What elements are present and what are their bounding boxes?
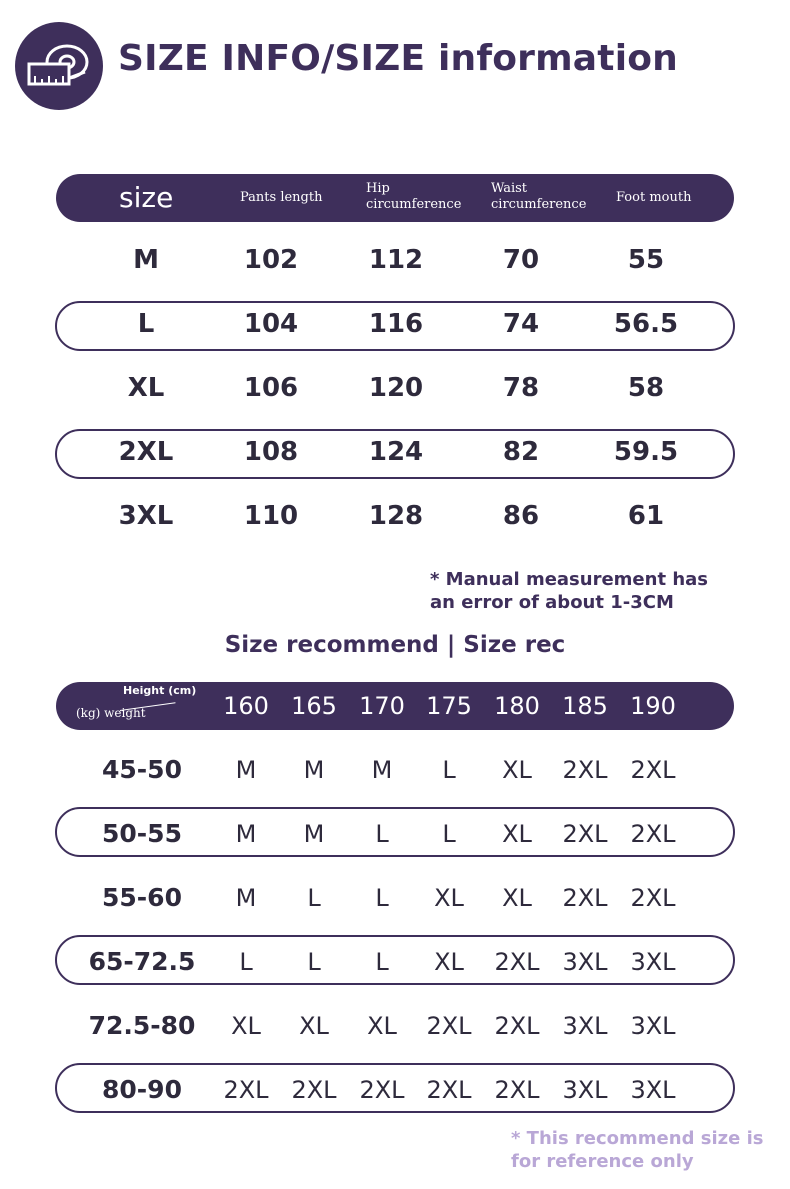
recommended-size-cell: 2XL (494, 1076, 540, 1104)
recommended-size-cell: M (235, 884, 257, 912)
recommended-size-cell: XL (502, 756, 532, 784)
recommend-title: Size recommend | Size rec (224, 632, 566, 658)
reference-note: * This recommend size is for reference only (511, 1128, 764, 1172)
recommended-size-cell: L (442, 820, 456, 848)
measurement-cell: 110 (243, 501, 299, 531)
measurement-cell: 106 (243, 373, 299, 403)
recommended-size-cell: 3XL (630, 948, 676, 976)
measurement-cell: 74 (502, 309, 540, 339)
height-column-header: 170 (359, 692, 405, 720)
recommended-size-cell: 2XL (494, 948, 540, 976)
recommended-size-cell: 2XL (630, 820, 676, 848)
height-axis-label: Height (cm) (123, 684, 197, 697)
recommended-size-cell: M (303, 820, 325, 848)
recommended-size-cell: L (375, 948, 389, 976)
recommended-size-cell: XL (434, 948, 464, 976)
recommended-size-cell: M (303, 756, 325, 784)
recommended-size-cell: XL (502, 884, 532, 912)
size-label-cell: XL (127, 373, 165, 403)
measure-column-header: Hip circumference (366, 181, 462, 212)
recommended-size-cell: L (307, 948, 321, 976)
recommended-size-cell: 2XL (562, 820, 608, 848)
measurement-cell: 108 (243, 437, 299, 467)
measurement-cell: 55 (627, 245, 665, 275)
measuring-tape-icon (25, 42, 93, 90)
measurement-cell: 128 (368, 501, 424, 531)
measurement-cell: 58 (627, 373, 665, 403)
weight-range-cell: 80-90 (102, 1075, 182, 1104)
weight-range-cell: 65-72.5 (88, 947, 196, 976)
recommended-size-cell: M (371, 756, 393, 784)
measurement-cell: 102 (243, 245, 299, 275)
recommended-size-cell: 2XL (426, 1012, 472, 1040)
size-label-cell: L (137, 309, 155, 339)
recommended-size-cell: M (235, 756, 257, 784)
height-column-header: 165 (291, 692, 337, 720)
measurement-cell: 70 (502, 245, 540, 275)
measure-column-header: Pants length (240, 190, 323, 205)
recommended-size-cell: XL (502, 820, 532, 848)
measurement-cell: 82 (502, 437, 540, 467)
page-title: SIZE INFO/SIZE information (118, 38, 679, 79)
recommended-size-cell: 2XL (562, 756, 608, 784)
recommended-size-cell: L (442, 756, 456, 784)
recommended-size-cell: 2XL (494, 1012, 540, 1040)
recommended-size-cell: L (375, 884, 389, 912)
recommended-size-cell: 3XL (562, 1076, 608, 1104)
recommended-size-cell: 2XL (562, 884, 608, 912)
recommended-size-cell: L (239, 948, 253, 976)
recommended-size-cell: M (235, 820, 257, 848)
recommended-size-cell: 3XL (562, 948, 608, 976)
measurement-cell: 112 (368, 245, 424, 275)
weight-axis-label: (kg) weight (76, 706, 146, 720)
measurement-cell: 56.5 (613, 309, 679, 339)
measurement-cell: 116 (368, 309, 424, 339)
weight-range-cell: 55-60 (102, 883, 182, 912)
weight-range-cell: 72.5-80 (88, 1011, 196, 1040)
recommended-size-cell: 2XL (359, 1076, 405, 1104)
height-column-header: 160 (223, 692, 269, 720)
recommended-size-cell: 2XL (630, 756, 676, 784)
recommended-size-cell: 3XL (562, 1012, 608, 1040)
weight-range-cell: 50-55 (102, 819, 182, 848)
measurement-cell: 104 (243, 309, 299, 339)
measurement-cell: 59.5 (613, 437, 679, 467)
recommended-size-cell: 3XL (630, 1012, 676, 1040)
measurement-cell: 61 (627, 501, 665, 531)
measurement-cell: 120 (368, 373, 424, 403)
height-column-header: 190 (630, 692, 676, 720)
size-label-cell: 3XL (118, 501, 174, 531)
recommended-size-cell: 2XL (630, 884, 676, 912)
recommended-size-cell: XL (299, 1012, 329, 1040)
weight-range-cell: 45-50 (102, 755, 182, 784)
recommended-size-cell: L (307, 884, 321, 912)
measurement-cell: 124 (368, 437, 424, 467)
recommended-size-cell: 2XL (223, 1076, 269, 1104)
measuring-tape-logo (15, 22, 103, 110)
recommended-size-cell: 3XL (630, 1076, 676, 1104)
size-label-cell: 2XL (118, 437, 174, 467)
recommended-size-cell: 2XL (426, 1076, 472, 1104)
recommended-size-cell: XL (231, 1012, 261, 1040)
measure-column-header: Waist circumference (491, 181, 587, 212)
size-column-header: size (119, 181, 174, 214)
measurement-cell: 86 (502, 501, 540, 531)
size-label-cell: M (133, 245, 159, 275)
recommended-size-cell: L (375, 820, 389, 848)
recommended-size-cell: XL (367, 1012, 397, 1040)
measurement-error-note: * Manual measurement has an error of about 1-3CM (430, 569, 708, 613)
recommended-size-cell: 2XL (291, 1076, 337, 1104)
height-column-header: 175 (426, 692, 472, 720)
height-column-header: 185 (562, 692, 608, 720)
height-column-header: 180 (494, 692, 540, 720)
recommended-size-cell: XL (434, 884, 464, 912)
measure-column-header: Foot mouth (616, 190, 692, 205)
measurement-cell: 78 (502, 373, 540, 403)
